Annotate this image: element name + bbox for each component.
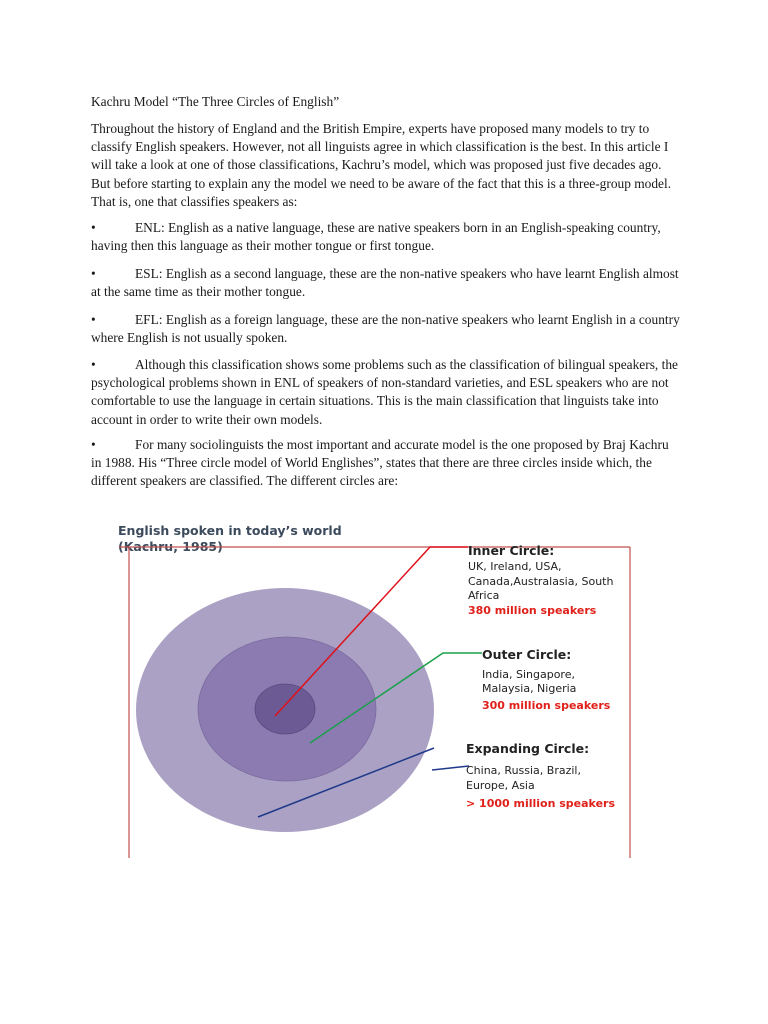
expanding-circle-speakers: > 1000 million speakers (466, 797, 616, 810)
bullet-symbol: • (91, 220, 96, 235)
expanding-circle-countries-2: Europe, Asia (466, 779, 535, 792)
outer-circle-countries-1: India, Singapore, (482, 668, 575, 681)
inner-circle-countries-2: Canada,Australasia, South (468, 575, 614, 588)
expanding-circle-heading: Expanding Circle: (466, 741, 590, 756)
bullet-symbol: • (91, 357, 96, 372)
bullet-symbol: • (91, 266, 96, 281)
bullet-item-problems (91, 356, 681, 429)
kachru-circles-figure (110, 516, 640, 862)
inner-circle-heading: Inner Circle: (468, 543, 555, 558)
bullet-text: For many sociolinguists the most important and accurate model is the one proposed by Braj Kachru in 1988. His “Three circle model of World Englishes”, states that there are three circles inside which, the different speakers are classified. The different circles are: (91, 437, 669, 489)
bullet-item-kachru (91, 436, 681, 491)
inner-circle-countries-3: Africa (468, 589, 500, 602)
outer-circle-heading: Outer Circle: (482, 647, 572, 662)
figure-title: English spoken in today’s world (118, 523, 342, 538)
bullet-item-enl (91, 219, 681, 255)
bullet-text: EFL: English as a foreign language, these are the non-native speakers who learnt English in a country where English is not usually spoken. (91, 312, 680, 346)
expanding-circle-pointer-upper (432, 766, 469, 770)
expanding-circle-countries-1: China, Russia, Brazil, (466, 764, 581, 777)
bullet-text: Although this classification shows some problems such as the classification of bilingual speakers, the psychological problems shown in ENL of speakers of non-standard varieties, and ESL speakers who are not comfortable to use the language in certain situations. This is the main classification that linguists take into account in order to write their own models. (91, 357, 678, 427)
bullet-item-efl (91, 311, 681, 347)
bullet-symbol: • (91, 312, 96, 327)
bullet-text: ENL: English as a native language, these are native speakers born in an English-speaking country, having then this language as their mother tongue or first tongue. (91, 220, 661, 254)
kachru-diagram (110, 516, 640, 862)
inner-circle-speakers: 380 million speakers (468, 604, 597, 617)
bullet-text: ESL: English as a second language, these are the non-native speakers who have learnt English almost at the same time as their mother tongue. (91, 266, 679, 300)
bullet-symbol: • (91, 437, 96, 452)
document-title: Kachru Model “The Three Circles of English” (91, 94, 340, 109)
inner-circle (255, 684, 315, 734)
bullet-item-esl (91, 265, 681, 301)
inner-circle-countries-1: UK, Ireland, USA, (468, 560, 562, 573)
intro-paragraph: Throughout the history of England and the British Empire, experts have proposed many models to try to classify English speakers. However, not all linguists agree in which classification is the best. In this article I will take a look at one of those classifications, Kachru’s model, which was proposed just five decades ago. But before starting to explain any the model we need to be aware of the fact that this is a three-group model. That is, one that classifies speakers as: (91, 121, 672, 209)
figure-subtitle: (Kachru, 1985) (118, 539, 223, 554)
outer-circle-countries-2: Malaysia, Nigeria (482, 682, 577, 695)
outer-circle-speakers: 300 million speakers (482, 699, 611, 712)
